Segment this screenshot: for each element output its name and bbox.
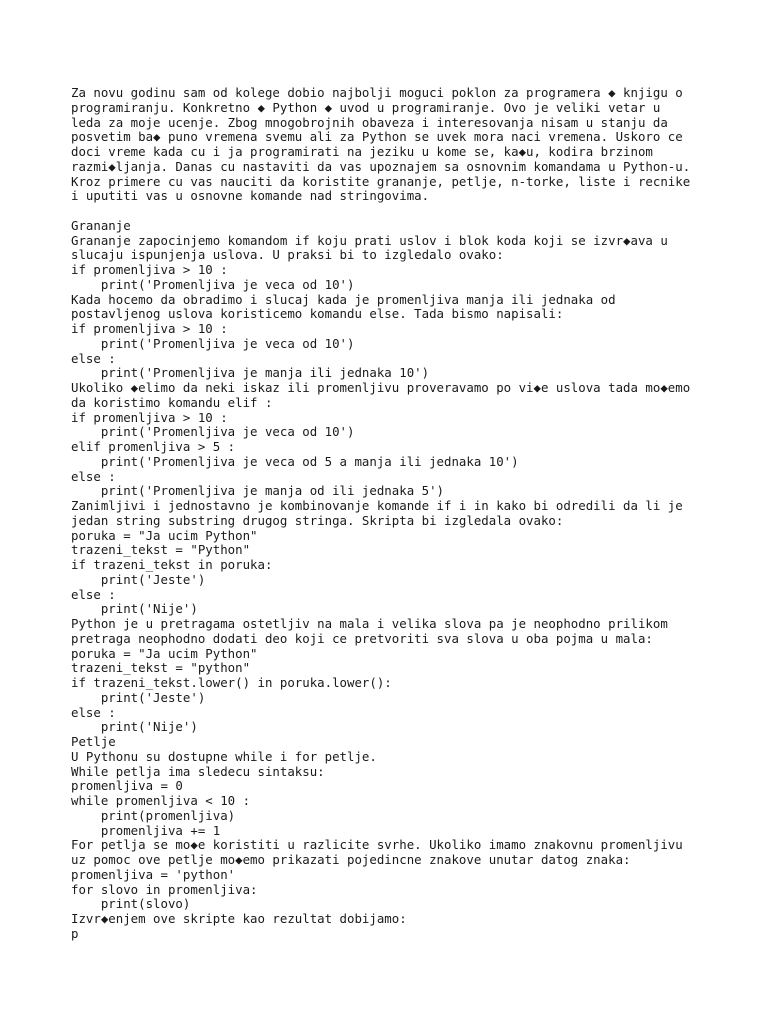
body-line: Zanimljivi i jednostavno je kombinovanje komande if i in kako bi odredili da li je — [71, 499, 683, 513]
body-line: if promenljiva > 10 : — [71, 322, 228, 336]
intro-line: i uputiti vas u osnovne komande nad stringovima. — [71, 189, 430, 204]
body-line: print('Jeste') — [71, 690, 206, 705]
intro-line: programiranju. Konkretno ◆ Python ◆ uvod u programiranje. Ovo je veliki vetar u — [71, 100, 661, 115]
body-line: print('Promenljiva je manja ili jednaka 10') — [71, 366, 430, 381]
body-line: print('Nije') — [71, 602, 198, 617]
body-line: pretraga neophodno dodati deo koji ce pretvoriti sva slova u oba pojma u mala: — [71, 631, 653, 646]
paragraph-spacer — [71, 204, 731, 219]
body-line: else : — [71, 469, 116, 484]
body-line: else : — [71, 351, 116, 366]
body-line: promenljiva += 1 — [71, 823, 221, 838]
body-line: print('Promenljiva je veca od 10') — [71, 277, 355, 292]
body-line: if trazeni_tekst.lower() in poruka.lower(): — [71, 676, 392, 690]
body-line: if trazeni_tekst in poruka: — [71, 558, 273, 572]
body-line: Kada hocemo da obradimo i slucaj kada je promenljiva manja ili jednaka od — [71, 292, 616, 307]
body-line: Grananje — [71, 218, 131, 233]
body-line: While petlja ima sledecu sintaksu: — [71, 764, 325, 779]
document-body — [71, 219, 731, 942]
body-line: else : — [71, 587, 116, 602]
body-line: uz pomoc ove petlje mo◆emo prikazati pojedincne znakove unutar datog znaka: — [71, 853, 631, 867]
body-line: print('Promenljiva je veca od 5 a manja ili jednaka 10') — [71, 454, 519, 469]
body-line: Petlje — [71, 735, 116, 749]
body-line: Izvr◆enjem ove skripte kao rezultat dobijamo: — [71, 912, 407, 926]
body-line: print('Promenljiva je veca od 10') — [71, 425, 355, 440]
body-line: Python je u pretragama ostetljiv na mala i velika slova pa je neophodno prilikom — [71, 617, 668, 631]
intro-paragraph — [71, 86, 731, 204]
body-line: p — [71, 926, 79, 941]
intro-line: Kroz primere cu vas nauciti da koristite grananje, petlje, n-torke, liste i recnike — [71, 174, 691, 189]
body-line: trazeni_tekst = "Python" — [71, 543, 251, 558]
body-line: else : — [71, 705, 116, 720]
intro-line: doci vreme kada cu i ja programirati na jeziku u kome se, ka◆u, kodira brzinom — [71, 145, 653, 159]
intro-line: posvetim ba◆ puno vremena svemu ali za Python se uvek mora naci vremena. Uskoro ce — [71, 130, 683, 145]
body-line: For petlja se mo◆e koristiti u razlicite svrhe. Ukoliko imamo znakovnu promenljivu — [71, 838, 683, 853]
body-line: Grananje zapocinjemo komandom if koju prati uslov i blok koda koji se izvr◆ava u — [71, 233, 668, 248]
body-line: da koristimo komandu elif : — [71, 395, 273, 410]
body-line: print('Promenljiva je veca od 10') — [71, 336, 355, 351]
body-line: elif promenljiva > 5 : — [71, 440, 236, 454]
body-line: print(promenljiva) — [71, 808, 236, 823]
body-line: print(slovo) — [71, 897, 191, 912]
document-page — [71, 86, 731, 942]
body-line: trazeni_tekst = "python" — [71, 661, 251, 676]
body-line: promenljiva = 0 — [71, 779, 183, 794]
body-line: print('Nije') — [71, 720, 198, 735]
body-line: Ukoliko ◆elimo da neki iskaz ili promenljivu proveravamo po vi◆e uslova tada mo◆emo — [71, 381, 691, 395]
body-line: print('Jeste') — [71, 572, 206, 587]
body-line: poruka = "Ja ucim Python" — [71, 646, 258, 661]
body-line: for slovo in promenljiva: — [71, 882, 258, 897]
body-line: postavljenog uslova koristicemo komandu else. Tada bismo napisali: — [71, 307, 564, 322]
body-line: if promenljiva > 10 : — [71, 410, 228, 425]
body-line: if promenljiva > 10 : — [71, 263, 228, 277]
body-line: jedan string substring drugog stringa. Skripta bi izgledala ovako: — [71, 513, 564, 528]
intro-line: Za novu godinu sam od kolege dobio najbolji moguci poklon za programera ◆ knjigu o — [71, 86, 683, 100]
intro-line: leda za moje ucenje. Zbog mnogobrojnih obaveza i interesovanja nisam u stanju da — [71, 115, 668, 130]
body-line: poruka = "Ja ucim Python" — [71, 528, 258, 543]
intro-line: razmi◆ljanja. Danas cu nastaviti da vas upoznajem sa osnovnim komandama u Python-u. — [71, 159, 691, 174]
body-line: while promenljiva < 10 : — [71, 794, 251, 808]
body-line: print('Promenljiva je manja od ili jednaka 5') — [71, 484, 444, 499]
body-line: promenljiva = 'python' — [71, 867, 236, 882]
body-line: slucaju ispunjenja uslova. U praksi bi to izgledalo ovako: — [71, 248, 504, 263]
body-line: U Pythonu su dostupne while i for petlje. — [71, 749, 377, 764]
